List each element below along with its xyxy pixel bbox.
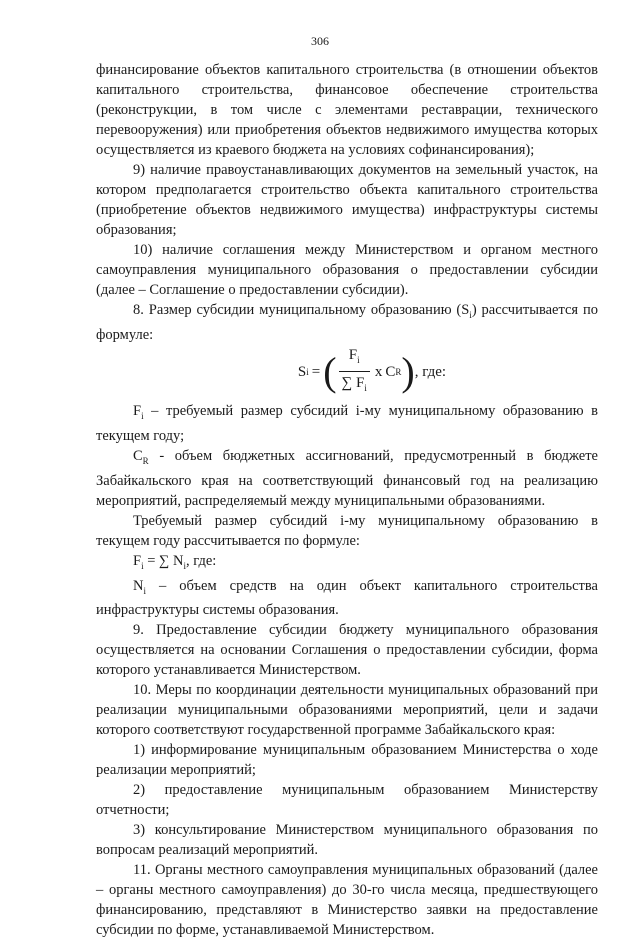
subsidy-formula: S i = ( $\frac{F_i}{\sum F_i}$ x C R ) , где: xyxy=(146,347,598,397)
paragraph-10: 10. Меры по координации деятельности муниципальных образований при реализации муниципальными образованиями мероприятий, цели и задачи которого соответствуют государственной программе Забайкальского края: xyxy=(96,682,598,739)
paragraph-10-item-1: 1) информирование муниципальным образованием Министерства о ходе реализации мероприятий; xyxy=(96,742,598,779)
fraction: $\frac{F_i}{\sum F_i}$ xyxy=(339,345,370,398)
left-paren: ( xyxy=(323,348,337,394)
paragraph-8: 8. Размер субсидии муниципальному образованию $(S_i)$ рассчитывается по формуле: xyxy=(96,302,598,343)
item-9: 9) наличие правоустанавливающих документов на земельный участок, на котором предполагается строительство объекта капитального строительства (приобретение объектов недвижимого имущества) инфраструктуры системы образования; xyxy=(96,162,598,238)
definition-f: $F_i$ – требуемый размер субсидий i-му муниципальному образованию в текущем году; xyxy=(96,402,598,444)
item-10: 10) наличие соглашения между Министерством и органом местного самоуправления муниципального образования о предоставлении субсидии (далее – Соглашение о предоставлении субсидии). xyxy=(96,242,598,298)
formula-2: $F_i$ = ∑ $N_i$, где: xyxy=(133,552,217,571)
definition-n: $N_i$ – объем средств на один объект капитального строительства инфраструктуры системы образования. xyxy=(96,577,598,619)
paragraph-continuation: финансирование объектов капитального строительства (в отношении объектов капитального строительства, финансовое обеспечение строительства (реконструкции, в том числе с элементами реставрации, технического перевооружения) или приобретения объектов недвижимого имущества которых осуществляется из краевого бюджета на условиях софинансирования); xyxy=(96,62,598,158)
paragraph-10-item-3: 3) консультирование Министерством муниципального образования по вопросам реализаций мероприятий. xyxy=(96,822,598,859)
document-body xyxy=(96,60,598,940)
paragraph-10-item-2: 2) предоставление муниципальным образованием Министерству отчетности; xyxy=(96,782,598,819)
required-amount-text: Требуемый размер субсидий i-му муниципальному образованию в текущем году рассчитывается по формуле: xyxy=(96,512,598,549)
paragraph-9: 9. Предоставление субсидии бюджету муниципального образования осуществляется на основании Соглашения о предоставлении субсидии, форма которого устанавливается Министерством. xyxy=(96,622,598,679)
page-number: 306 xyxy=(311,34,329,48)
definition-c: $C_R$ - объем бюджетных ассигнований, предусмотренный в бюджете Забайкальского края на соответствующий финансовый год на реализацию мероприятий, распределяемый между муниципальными образованиями. xyxy=(96,447,598,509)
paragraph-11: 11. Органы местного самоуправления муниципальных образований (далее – органы местного самоуправления) до 30-го числа месяца, предшествующего финансированию, представляют в Министерство заявки на предоставление субсидии по форме, устанавливаемой Министерством. xyxy=(96,862,598,939)
right-paren: ) xyxy=(401,348,415,394)
